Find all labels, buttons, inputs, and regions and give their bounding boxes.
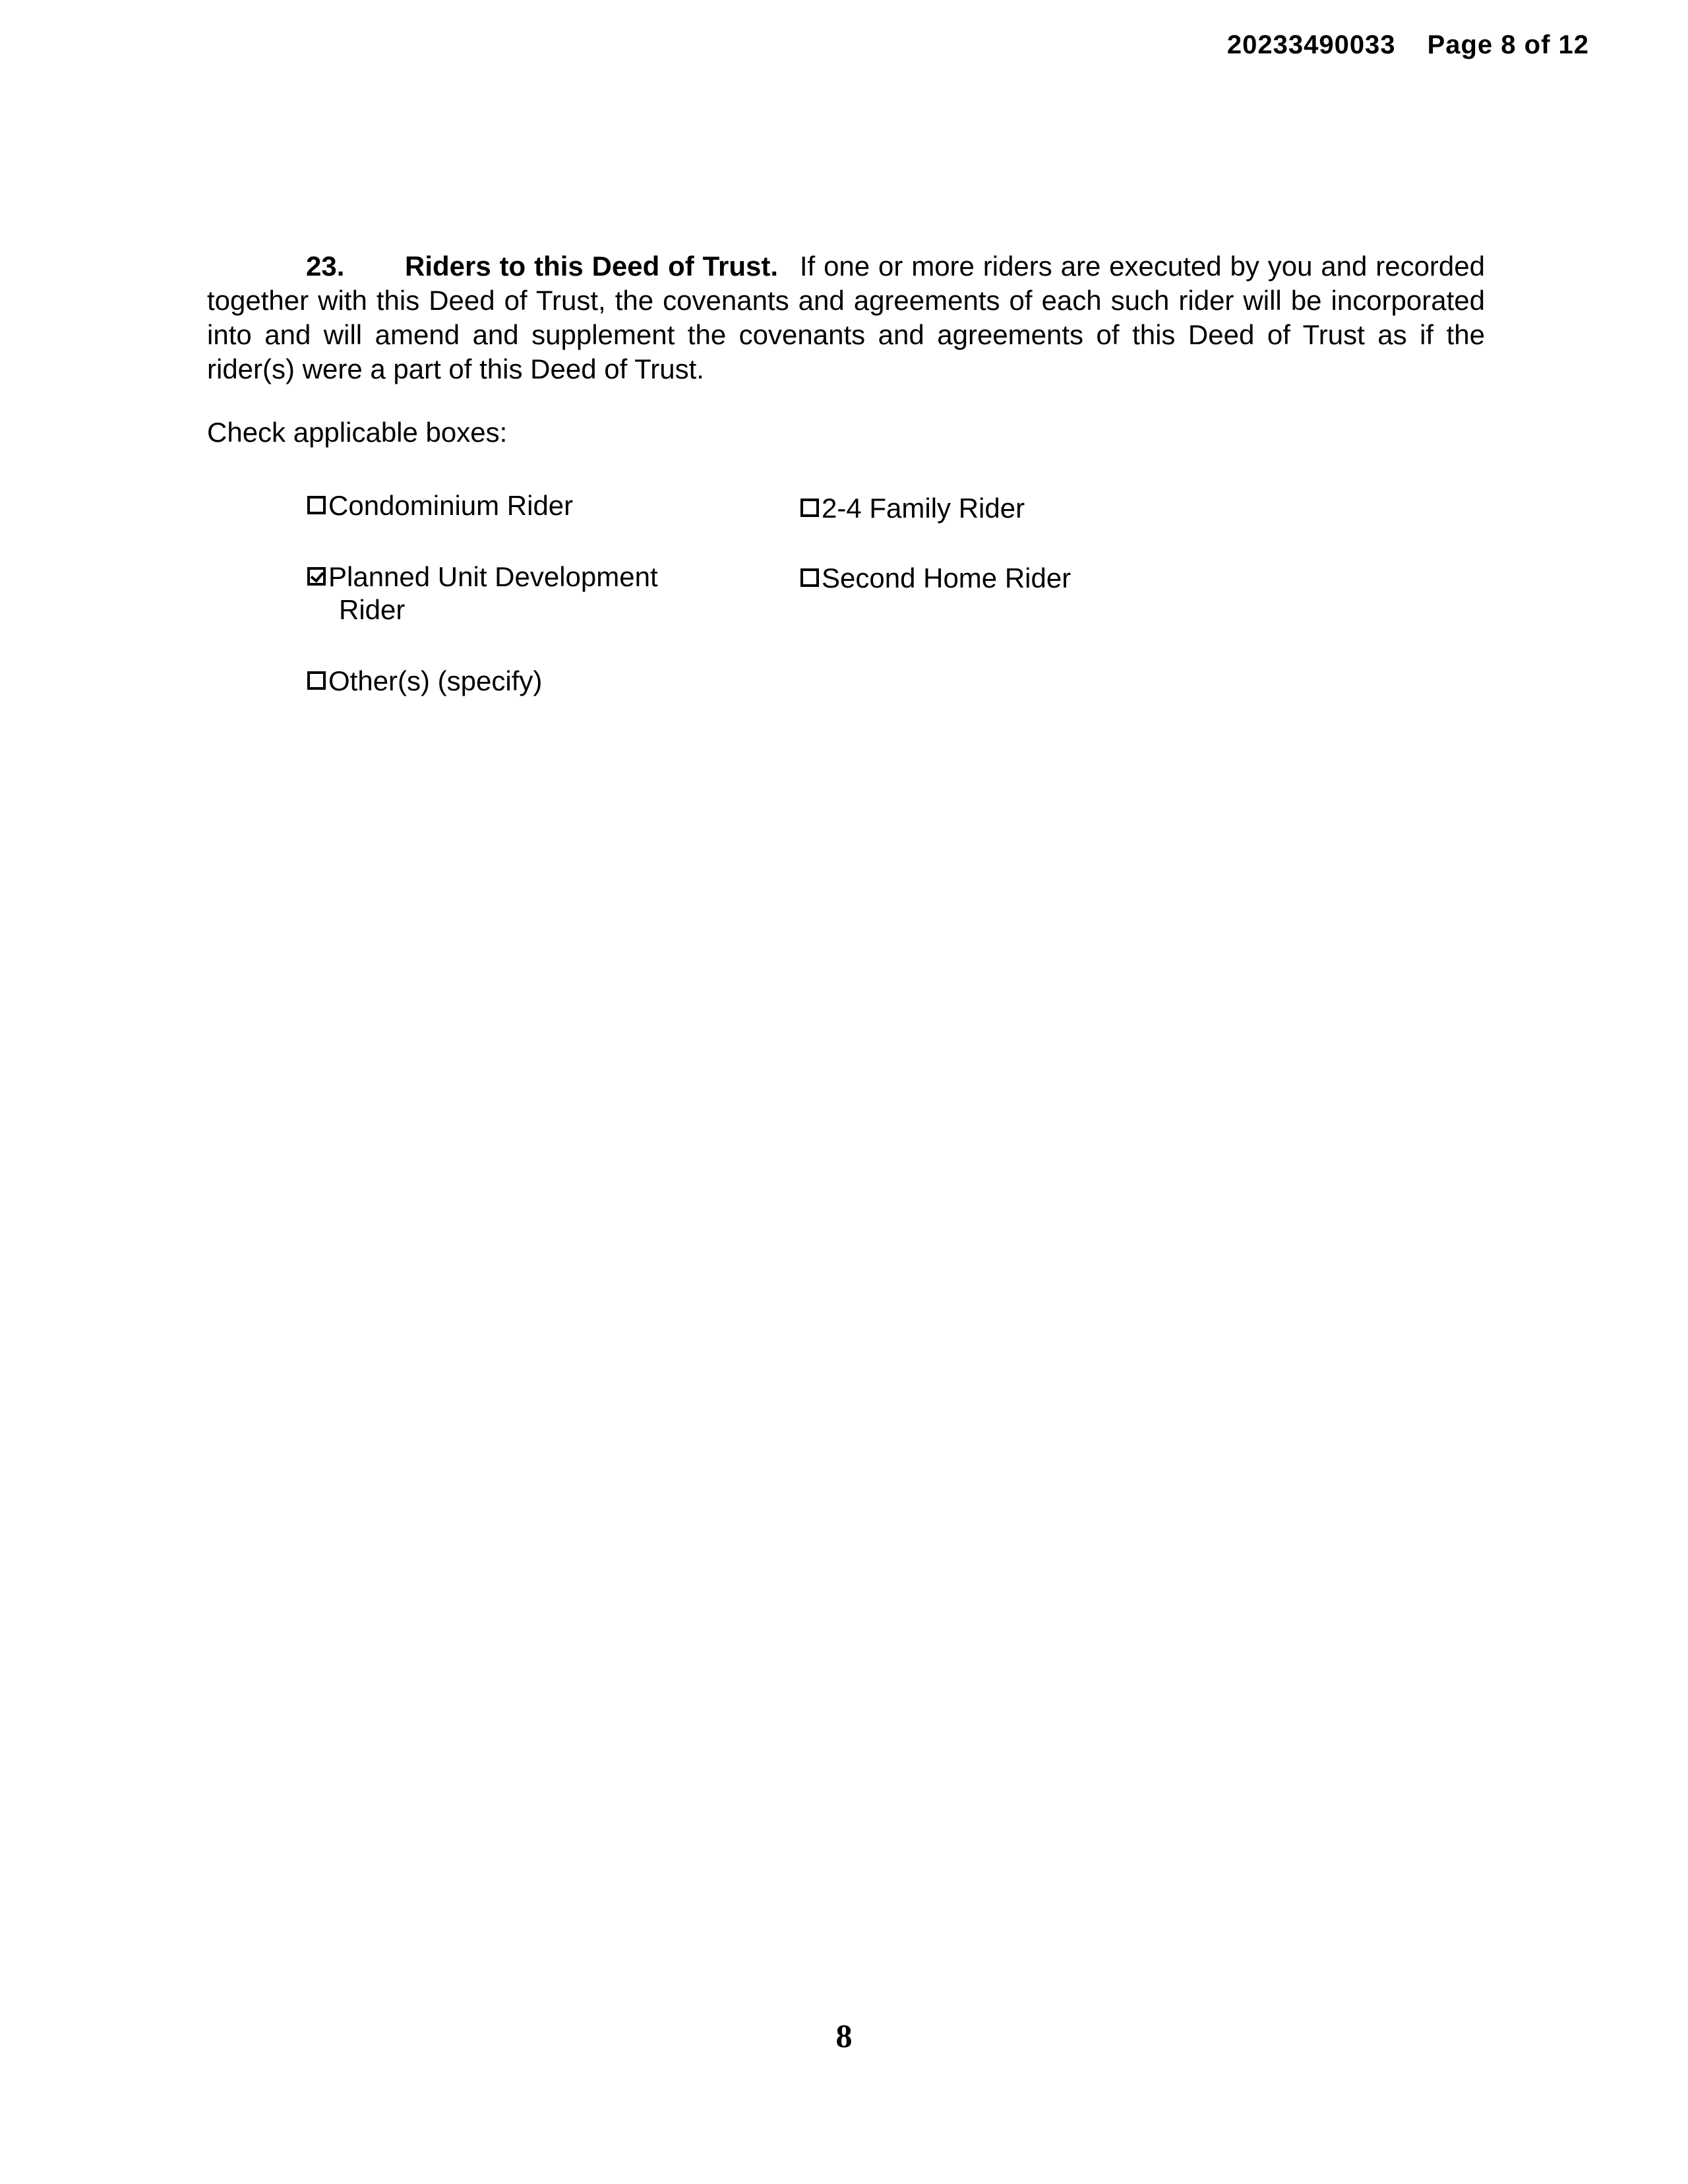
section-body: If one or more riders are executed by you and recorded together with this Deed of Trust, the covenants and agreements of each such rider will be incorporated into and will amend and supplement the covenants and agreements of this Deed of Trust as if the rider(s) were a part of this Deed of Trust. <box>207 251 1485 384</box>
checkbox-label-line2: Rider <box>339 594 406 625</box>
checkbox-label <box>328 561 658 626</box>
checkbox-condominium-rider[interactable] <box>307 489 573 522</box>
section-number: 23. <box>306 251 345 282</box>
page-header <box>1227 30 1589 60</box>
checkbox-planned-unit-development-rider[interactable] <box>307 561 658 626</box>
checklist-label: Check applicable boxes: <box>207 417 508 448</box>
section-paragraph <box>207 249 1485 386</box>
checkbox-icon[interactable] <box>307 496 326 514</box>
checkbox-others-specify[interactable] <box>307 665 542 698</box>
checkbox-icon[interactable] <box>307 671 326 690</box>
checkbox-checked-icon[interactable] <box>307 567 326 586</box>
checkbox-label: 2-4 Family Rider <box>822 493 1025 524</box>
checkbox-second-home-rider[interactable] <box>800 562 1071 595</box>
checkbox-label-line1: Planned Unit Development <box>328 561 658 592</box>
checkbox-2-4-family-rider[interactable] <box>800 492 1025 525</box>
checkbox-icon[interactable] <box>800 568 819 587</box>
page-number: 8 <box>835 2017 853 2054</box>
checkbox-icon[interactable] <box>800 499 819 517</box>
checkbox-label: Second Home Rider <box>822 562 1071 593</box>
page-label: Page 8 of 12 <box>1427 30 1589 59</box>
checkbox-label: Condominium Rider <box>328 490 574 521</box>
document-number: 20233490033 <box>1226 30 1396 59</box>
section-title: Riders to this Deed of Trust. <box>405 251 779 282</box>
checkbox-label: Other(s) (specify) <box>328 665 543 696</box>
